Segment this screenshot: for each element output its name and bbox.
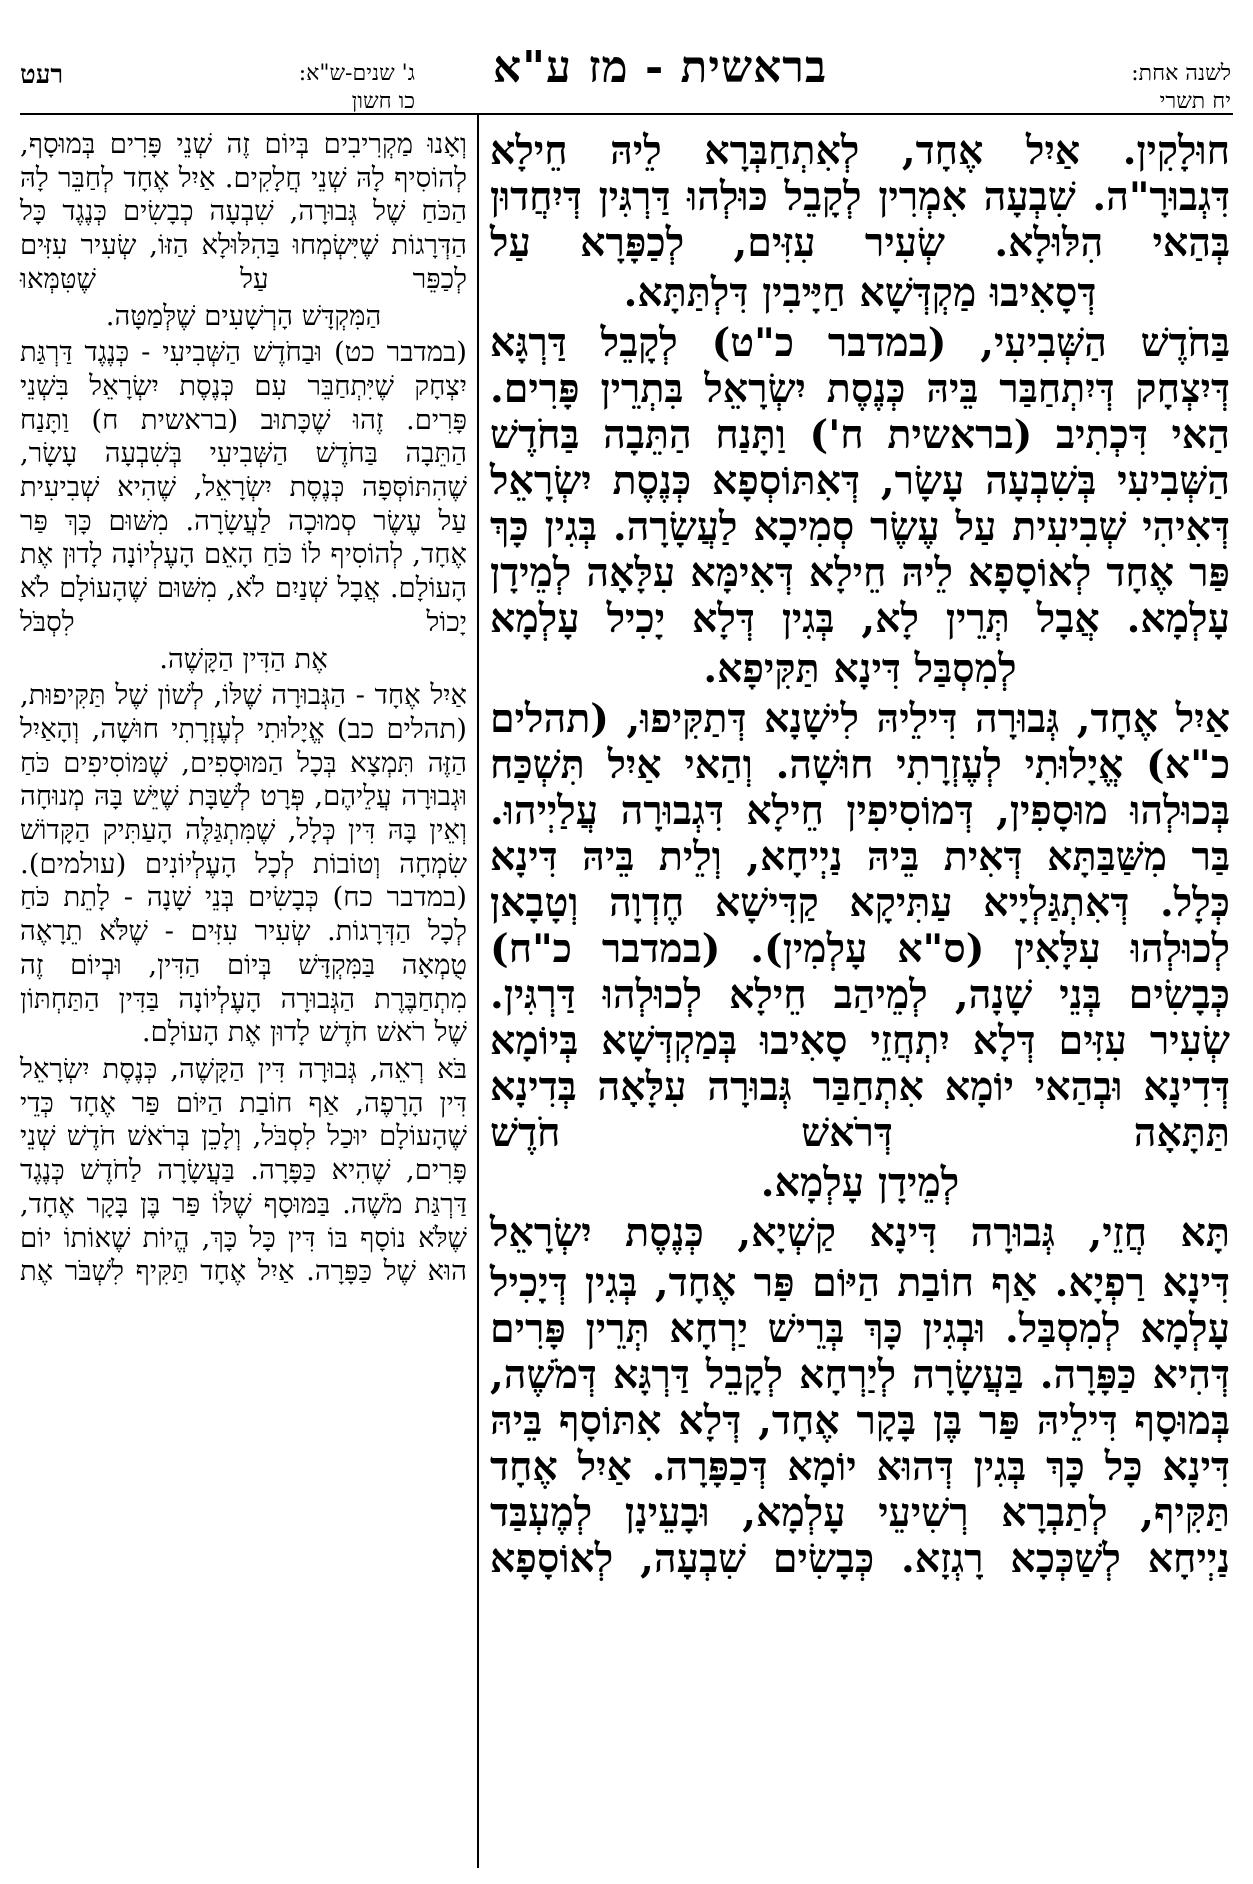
main-paragraph: לְמִסְבַּל דִּינָא תַּקִּיפָא. [703, 646, 1017, 692]
page-number: רעט [20, 60, 64, 90]
side-paragraph: בֹּא רְאֵה, גְּבוּרָה דִּין הַקָּשֶׁה, כְּנֶסֶת יִשְׂרָאֵל דִּין הָרָפֶה, אַף חוֹבַת הַיּוֹם פַּר אֶחָד כְּדֵי שֶׁהָעוֹלָם יוּכַל לִסְבֹּל, וְלָכֵן בְּרֹאשׁ חֹדֶשׁ שְׁנֵי פָּרִים, שֶׁהִיא כַּפָּרָה. בַּעֲשָׂרָה לַחֹדֶשׁ כְּנֶגֶד דַּרְגַּת מֹשֶׁה. בַּמּוּסָף שֶׁלּוֹ פַּר בֶּן בָּקָר אֶחָד, שֶׁלֹּא נוֹסָף בּוֹ דִּין כָּל כָּךְ, הֱיוֹת שֶׁאוֹתוֹ יוֹם הוּא שֶׁל כַּפָּרָה. אַיִל אֶחָד תַּקִּיף לִשְׁבֹּר אֶת [20, 1052, 467, 1288]
main-paragraph: בַּחֹדֶשׁ הַשְּׁבִיעִי, (במדבר כ"ט) לְקָבֵל דַּרְגָּא דְּיִצְחָק דְּיִתְחַבַּר בֵּיהּ כְּנֶסֶת יִשְׂרָאֵל בִּתְרֵין פָּרִים. הַאי דִּכְתִיב (בראשית ח') וַתָּנַח הַתֵּבָה בַּחֹדֶשׁ הַשְּׁבִיעִי בְּשִׁבְעָה עָשָׂר, דְּאִתּוֹסְפָא כְּנֶסֶת יִשְׂרָאֵל דְּאִיהִי שְׁבִיעִית עַל עֶשֶׂר סְמִיכָא לַעֲשָׂרָה. בְּגִין כָּךְ פַּר אֶחָד לְאוֹסָפָא לֵיהּ חֵילָא דְּאִימָּא עִלָּאָה לְמֵידָן עָלְמָא. אֲבָל תְּרֵין לָא, בְּגִין דְּלָא יָכִיל עָלְמָא [490, 320, 1230, 642]
main-paragraph: דְּסָאִיבוּ מַקְדְּשָׁא חַיָּיבִין דִּלְתַּתָּא. [623, 270, 1097, 316]
side-paragraph: (במדבר כט) וּבַחֹדֶשׁ הַשְּׁבִיעִי - כְּנֶגֶד דַּרְגַּת יִצְחָק שֶׁיִּתְחַבֵּר עִם כְּנֶסֶת יִשְׂרָאֵל בִּשְׁנֵי פָּרִים. זֶהוּ שֶׁכָּתוּב (בראשית ח) וַתָּנַח הַתֵּבָה בַּחֹדֶשׁ הַשְּׁבִיעִי בְּשִׁבְעָה עָשָׂר, שֶׁהִתּוֹסְּפָה כְּנֶסֶת יִשְׂרָאֵל, שֶׁהִיא שְׁבִיעִית עַל עֶשֶׂר סְמוּכָה לַעֲשָׂרָה. מִשּׁוּם כָּךְ פַּר אֶחָד, לְהוֹסִיף לוֹ כֹּחַ הָאֵם הָעֶלְיוֹנָה לָדוּן אֶת הָעוֹלָם. אֲבָל שְׁנַיִם לֹא, מִשּׁוּם שֶׁהָעוֹלָם לֹא יָכוֹל לִסְבֹּל [20, 336, 467, 638]
column-divider [477, 113, 479, 1868]
header-study-cycle-three-years [185, 60, 415, 116]
header-cycle-label: לשנה אחת: [1131, 61, 1231, 86]
side-paragraph: הַמִּקְדָּשׁ הָרְשָׁעִים שֶׁלְּמַטָּה. [105, 299, 382, 332]
header-rule [20, 113, 1233, 115]
main-text-column [490, 128, 1230, 1868]
header-study-cycle-one-year [1131, 60, 1231, 116]
header-cycle3-label: ג' שנים-ש"א: [298, 61, 415, 86]
page-title: בראשית - מז ע"א [492, 42, 828, 93]
main-paragraph: אַיִל אֶחָד, גְּבוּרָה דִּילֵיהּ לִישָׁנָא דְּתַקִּיפוּ, (תהלים כ"א) אֱיָלוּתִי לְעֶזְרָתִי חוּשָׁה. וְהַאי אַיִל תִּשְׁכַּח בְּכוּלְהוּ מוּסָפִין, דְּמוֹסִיפִין חֵילָא דִּגְבוּרָה עֲלַיְיהוּ. בַּר מִשַּׁבַּתָּא דְּאִית בֵּיהּ נַיְיחָא, וְלֵית בֵּיהּ דִּינָא כְּלָל. דְּאִתְגַּלְיָיא עַתִּיקָא קַדִּישָׁא חֶדְוָה וְטָבָאן לְכוּלְהוּ עִלָּאִין (ס"א עָלְמִין). (במדבר כ"ח) כְּבָשִׂים בְּנֵי שָׁנָה, לְמֵיהַב חֵילָא לְכוּלְהוּ דַּרְגִּין. שְׂעִיר עִזִּים דְּלָא יִתְחֲזֵי סָאִיבוּ בְּמַקְדְּשָׁא בְּיוֹמָא דְּדִינָא וּבְהַאי יוֹמָא אִתְחַבַּר גְּבוּרָה עִלָּאָה בְּדִינָא תַּתָּאָה דְּרֹאשׁ חֹדֶשׁ [490, 696, 1230, 1156]
side-paragraph: אֶת הַדִּין הַקָּשֶׁה. [159, 642, 328, 675]
main-paragraph: תָּא חֲזֵי, גְּבוּרָה דִּינָא קַשְׁיָא, כְּנֶסֶת יִשְׂרָאֵל [490, 1210, 1230, 1256]
main-paragraph: דִּינָא רַפְיָא. אַף חוֹבַת הַיּוֹם פַּר אֶחָד, בְּגִין דְּיָכִיל עָלְמָא לְמִסְבַּל. וּבְגִין כָּךְ בְּרֵישׁ יַרְחָא תְּרֵין פָּרִים דְּהִיא כַּפָּרָה. בַּעֲשָׂרָה לְיַרְחָא לְקָבֵל דַּרְגָּא דְּמֹשֶׁה, בְּמוּסָף דִּילֵיהּ פַּר בֶּן בָּקָר אֶחָד, דְּלָא אִתּוֹסָף בֵּיהּ דִּינָא כָּל כָּךְ בְּגִין דְּהוּא יוֹמָא דְּכַפָּרָה. אַיִל אֶחָד תַּקִּיף, לְתַבְרָא רְשִׁיעֵי עָלְמָא, וּבָעֵינָן לְמֶעְבַּד נַיְיחָא לְשַׁכְּכָא רָגְזָא. כְּבָשִׂים שִׁבְעָה, לְאוֹסָפָא [490, 1260, 1230, 1582]
page-header [0, 0, 1253, 114]
side-paragraph: אַיִל אֶחָד - הַגְּבוּרָה שֶׁלּוֹ, לְשׁוֹן שֶׁל תַּקִּיפוּת, (תהלים כב) אֱיָלוּתִי לְעֶזְרָתִי חוּשָׁה, וְהָאַיִל הַזֶּה תִּמְצָא בְּכָל הַמּוּסָפִים, שֶׁמּוֹסִיפִים כֹּחַ וּגְבוּרָה עֲלֵיהֶם, פְּרָט לְשַׁבָּת שֶׁיֵּשׁ בָּהּ מְנוּחָה וְאֵין בָּהּ דִּין כְּלָל, שֶׁמִּתְגַּלֶּה הָעַתִּיק הַקָּדוֹשׁ שִׂמְחָה וְטוֹבוֹת לְכָל הָעֶלְיוֹנִים (עולמים). (במדבר כח) כְּבָשִׂים בְּנֵי שָׁנָה - לָתֵת כֹּחַ לְכָל הַדְּרָגוֹת. שְׂעִיר עִזִּים - שֶׁלֹּא תֵרָאֶה טֻמְאָה בַּמִּקְדָּשׁ בְּיוֹם הַדִּין, וּבְיוֹם זֶה מִתְחַבֶּרֶת הַגְּבוּרָה הָעֶלְיוֹנָה בַּדִּין הַתַּחְתּוֹן שֶׁל רֹאשׁ חֹדֶשׁ לָדוּן אֶת הָעוֹלָם. [20, 679, 467, 1049]
header-cycle3-date: כו חשון [351, 89, 415, 114]
translation-column [20, 128, 467, 1868]
main-paragraph: לְמֵידָן עָלְמָא. [760, 1160, 960, 1206]
side-paragraph: וְאָנוּ מַקְרִיבִים בְּיוֹם זֶה שְׁנֵי פָּרִים בְּמוּסָף, לְהוֹסִיף לָהּ שְׁנֵי חֲלָקִים. אַיִל אֶחָד לְחַבֵּר לָהּ הַכֹּחַ שֶׁל גְּבוּרָה, שִׁבְעָה כְבָשִׂים כְּנֶגֶד כָּל הַדְּרָגוֹת שֶׁיִּשְׂמְחוּ בַּהִלּוּלָא הַזּוֹ, שְׂעִיר עִזִּים לְכַפֵּר עַל שֶׁטִּמְּאוּ [20, 128, 467, 295]
header-cycle-date: יח תשרי [1159, 89, 1231, 114]
main-paragraph: חוּלָקִין. אַיִל אֶחָד, לְאִתְחַבְּרָא לֵיהּ חֵילָא דִּגְבוּרָ"ה. שִׁבְעָה אִמְרִין לְקָבֵל כּוּלְהוּ דַּרְגִּין דְּיִחֲדוּן בְּהַאי הִלּוּלָא. שְׂעִיר עִזִּים, לְכַפָּרָא עַל [490, 128, 1230, 266]
